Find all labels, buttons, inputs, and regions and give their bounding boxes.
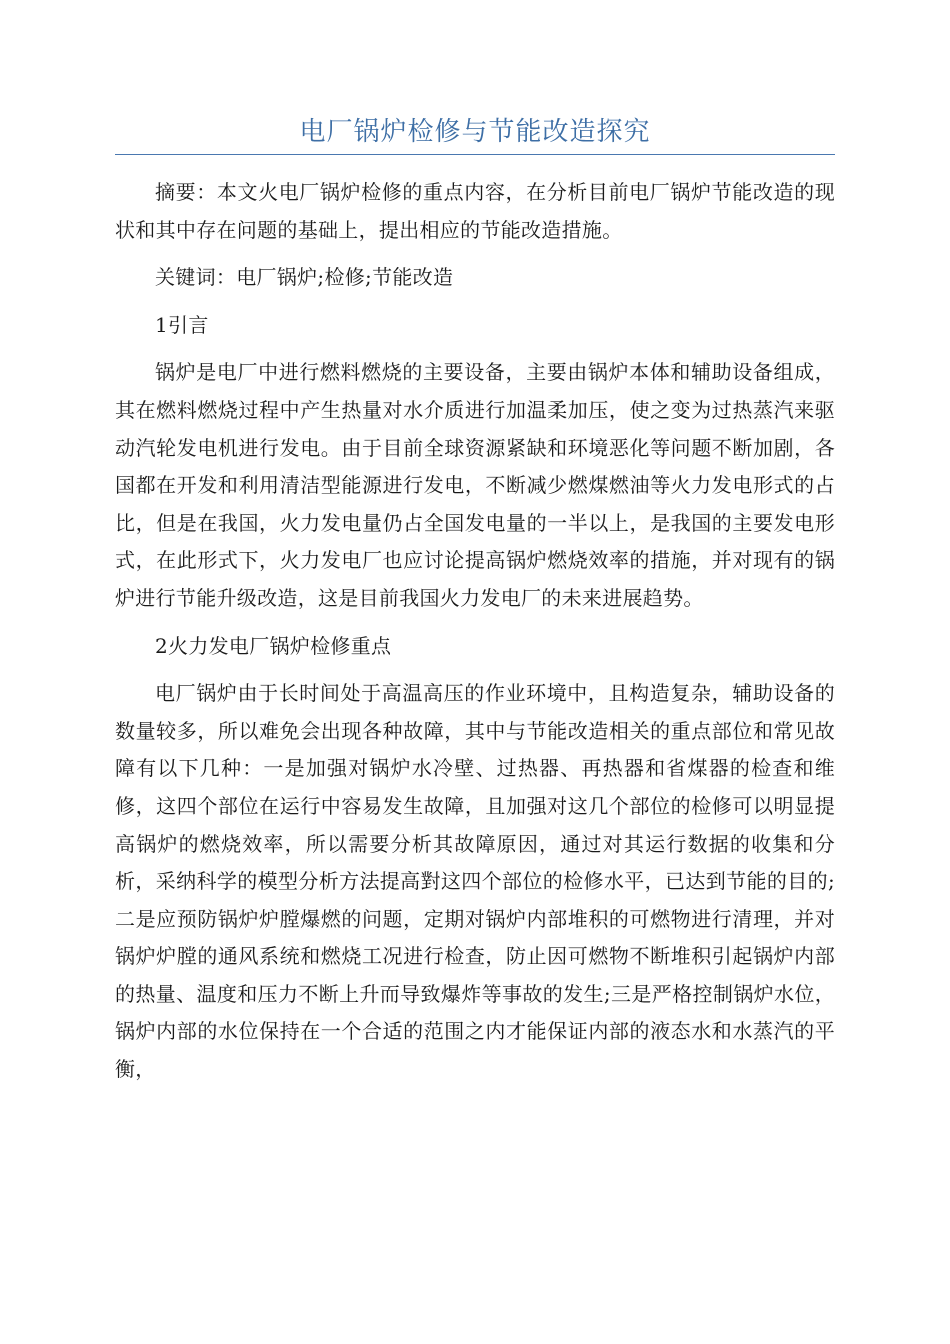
document-title: 电厂锅炉检修与节能改造探究 — [299, 117, 651, 147]
section-heading-introduction: 1引言 — [155, 312, 209, 337]
keywords-paragraph: 关键词：电厂锅炉;检修;节能改造 — [155, 265, 454, 290]
document-body — [115, 174, 835, 1099]
introduction-paragraph: 锅炉是电厂中进行燃料燃烧的主要设备，主要由锅炉本体和辅助设备组成，其在燃料燃烧过程中产生热量对水介质进行加温柔加压，使之变为过热蒸汽来驱动汽轮发电机进行发电。由于目前全球资源紧缺和环境恶化等问题不断加剧，各国都在开发和利用清洁型能源进行发电，不断减少燃煤燃油等火力发电形式的占比，但是在我国，火力发电量仍占全国发电量的一半以上，是我国的主要发电形式，在此形式下，火力发电厂也应讨论提高锅炉燃烧效率的措施，并对现有的锅炉进行节能升级改造，这是目前我国火力发电厂的未来进展趋势。 — [115, 360, 835, 610]
abstract-paragraph: 摘要：本文火电厂锅炉检修的重点内容，在分析目前电厂锅炉节能改造的现状和其中存在问题的基础上，提出相应的节能改造措施。 — [115, 180, 835, 242]
title-underline — [115, 154, 835, 155]
maintenance-paragraph: 电厂锅炉由于长时间处于高温高压的作业环境中，且构造复杂，辅助设备的数量较多，所以难免会出现各种故障，其中与节能改造相关的重点部位和常见故障有以下几种：一是加强对锅炉水冷壁、过热器、再热器和省煤器的检查和维修，这四个部位在运行中容易发生故障，且加强对这几个部位的检修可以明显提高锅炉的燃烧效率，所以需要分析其故障原因，通过对其运行数据的收集和分析，采纳科学的模型分析方法提高對这四个部位的检修水平，已达到节能的目的;二是应预防锅炉炉膛爆燃的问题，定期对锅炉内部堆积的可燃物进行清理，并对锅炉炉膛的通风系统和燃烧工况进行检查，防止因可燃物不断堆积引起锅炉内部的热量、温度和压力不断上升而导致爆炸等事故的发生;三是严格控制锅炉水位，锅炉内部的水位保持在一个合适的范围之内才能保证内部的液态水和水蒸汽的平衡， — [115, 681, 835, 1082]
section-heading-maintenance: 2火力发电厂锅炉检修重点 — [155, 633, 392, 658]
